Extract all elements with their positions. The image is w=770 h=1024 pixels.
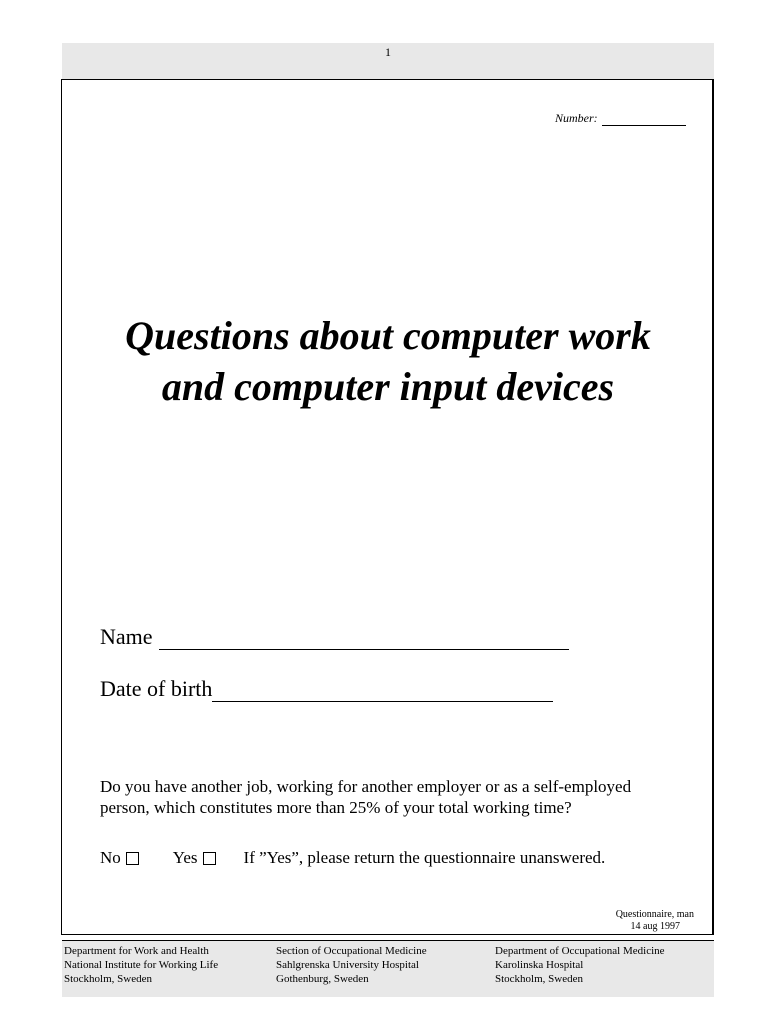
footer-line: Stockholm, Sweden xyxy=(495,973,583,985)
yes-label: Yes xyxy=(172,848,198,867)
document-type: Questionnaire, man xyxy=(615,909,694,920)
name-input-line[interactable] xyxy=(159,629,569,650)
page-title xyxy=(62,310,714,412)
no-checkbox[interactable] xyxy=(126,852,139,865)
return-instruction: If ”Yes”, please return the questionnaire unanswered. xyxy=(243,848,606,867)
date-of-birth-label: Date of birth xyxy=(100,676,213,701)
name-field[interactable] xyxy=(100,624,569,650)
number-input-line[interactable] xyxy=(602,113,686,126)
page-number: 1 xyxy=(385,45,391,59)
date-of-birth-input-line[interactable] xyxy=(212,681,553,702)
employment-question: Do you have another job, working for another employer or as a self-employed person, which constitutes more than 25% of your total working time? xyxy=(100,777,632,817)
footer-column-2 xyxy=(276,944,427,986)
title-line-2: and computer input devices xyxy=(161,364,615,409)
document-date: 14 aug 1997 xyxy=(630,921,680,932)
footer-line: Department of Occupational Medicine xyxy=(495,945,665,957)
yes-checkbox[interactable] xyxy=(203,852,216,865)
footer-line: Gothenburg, Sweden xyxy=(276,973,369,985)
page-header-band xyxy=(62,43,714,79)
answer-row xyxy=(100,848,605,868)
title-line-1: Questions about computer work xyxy=(125,313,651,358)
document-meta xyxy=(616,909,694,933)
footer-column-3 xyxy=(495,944,665,986)
footer-line: Department for Work and Health xyxy=(64,945,209,957)
footer xyxy=(62,940,714,997)
number-field[interactable] xyxy=(555,111,686,126)
footer-line: Section of Occupational Medicine xyxy=(276,945,427,957)
footer-line: National Institute for Working Life xyxy=(64,959,219,971)
footer-line: Stockholm, Sweden xyxy=(64,973,152,985)
footer-line: Sahlgrenska University Hospital xyxy=(276,959,419,971)
name-label: Name xyxy=(100,624,153,649)
footer-line: Karolinska Hospital xyxy=(495,959,584,971)
footer-column-1 xyxy=(64,944,218,986)
no-label: No xyxy=(100,848,121,867)
date-of-birth-field[interactable] xyxy=(100,676,553,702)
number-label: Number: xyxy=(555,111,598,125)
